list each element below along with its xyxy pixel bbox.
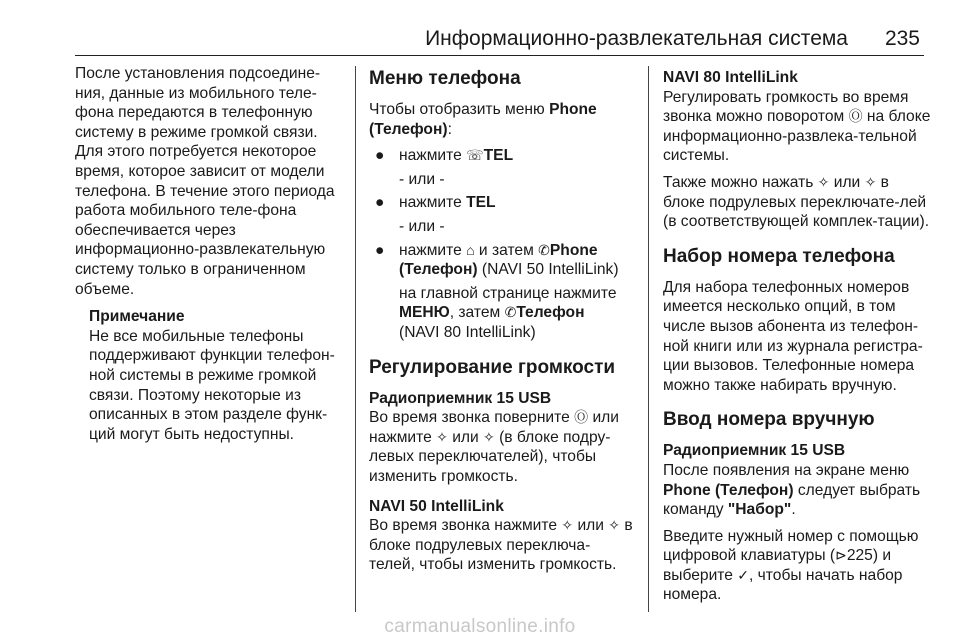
intro-paragraph: После установления подсоедине-ния, данные из мобильного теле-фона передаются в телефонную систему в режиме громкой связи. Для этого потребуется некоторое время, которое зависит от модели телефона. В течение этого периода работа мобильного теле-фона обеспечивается через информационно-развлекательную систему только в ограниченном объеме.: [75, 65, 335, 298]
volume-down-icon: ✧: [483, 428, 495, 445]
subheading-navi80: NAVI 80 IntelliLink: [663, 69, 798, 86]
volume-navi80-text: Регулировать громкость во время звонка можно поворотом Ⓞ на блоке информационно-развлека-тельной системы.: [663, 88, 931, 165]
volume-navi50-text: Во время звонка нажмите ✧ или ✧ в блоке подрулевых переключа-телей, чтобы изменить громкость.: [369, 517, 633, 574]
volume-down-icon: ✧: [864, 173, 877, 190]
section-heading-volume: Регулирование громкости: [369, 356, 616, 378]
subheading-radio-15usb: Радиоприемник 15 USB: [663, 442, 846, 460]
dialing-text: Для набора телефонных номеров имеется несколько опций, в том числе вызов абонента из телефон-ной книги или из журнала регистра-ции вызовов. Телефонные номера можно также набирать вручную.: [663, 278, 923, 394]
note-title: Примечание: [89, 308, 185, 326]
phone-handset-icon: ✆: [504, 304, 517, 321]
watermark: carmanualsonline.info: [384, 616, 576, 637]
column-2: [369, 64, 636, 582]
page-reference-icon: ⊳: [835, 547, 847, 564]
page-reference[interactable]: 225: [846, 547, 873, 565]
column-3: [663, 64, 931, 612]
home-icon: ⌂: [466, 241, 475, 258]
call-confirm-icon: ✓: [737, 566, 750, 583]
or-separator: - или -: [399, 217, 445, 235]
or-separator: - или -: [399, 170, 445, 188]
section-heading-phone-menu: Меню телефона: [369, 68, 521, 89]
note-text: Не все мобильные телефоны поддерживают функции телефон-ной системы в режиме громкой связи. Поэтому некоторые из описанных в этом разделе функ-ций могут быть недоступны.: [89, 327, 335, 443]
column-divider-1: [355, 66, 356, 612]
volume-down-icon: ✧: [608, 517, 621, 534]
subheading-navi50: NAVI 50 IntelliLink: [369, 497, 504, 515]
rotary-knob-icon: Ⓞ: [574, 409, 589, 426]
option-tel-key: ● нажмите ☏TEL: [375, 147, 514, 165]
volume-radio-text: Во время звонка поверните Ⓞ или нажмите ✧ или ✧ (в блоке подру-левых переключателей), чтобы изменить громкость.: [369, 409, 619, 485]
phone-menu-intro: Чтобы отобразить меню Phone (Телефон):: [369, 101, 597, 138]
header-rule: [75, 55, 924, 56]
phone-key-icon: ☏: [466, 147, 484, 164]
option-tel-button: ● нажмите TEL: [375, 194, 496, 212]
rotary-knob-icon: Ⓞ: [848, 108, 863, 125]
keypad-text: Введите нужный номер с помощью цифровой клавиатуры (⊳225) и выберите ✓, чтобы начать набор номера.: [663, 527, 919, 604]
page-title: Информационно-развлекательная система: [425, 27, 848, 50]
note-block: [89, 307, 345, 444]
volume-up-icon: ✧: [817, 173, 830, 190]
volume-steering-text: Также можно нажать ✧ или ✧ в блоке подрулевых переключате-лей (в соответствующей комплек-тации).: [663, 173, 930, 231]
page-header: [0, 0, 960, 60]
column-1: [75, 64, 345, 444]
page-number: 235: [884, 27, 920, 50]
section-heading-dialing: Набор номера телефона: [663, 245, 895, 267]
option-navi80: на главной странице нажмите МЕНЮ, затем ✆Телефон (NAVI 80 IntelliLink): [399, 284, 617, 341]
volume-up-icon: ✧: [561, 517, 574, 534]
section-heading-manual-entry: Ввод номера вручную: [663, 409, 875, 431]
option-home-phone: ● нажмите ⌂ и затем ✆Phone (Телефон) (NAVI 50 IntelliLink): [375, 241, 619, 279]
column-divider-2: [648, 66, 649, 612]
phone-handset-icon: ✆: [538, 241, 550, 258]
subheading-radio-15usb: Радиоприемник 15 USB: [369, 389, 552, 407]
phone-menu-options: [369, 146, 636, 166]
volume-up-icon: ✧: [436, 428, 448, 445]
manual-entry-text: После появления на экране меню Phone (Телефон) следует выбрать команду "Набор".: [663, 461, 921, 519]
